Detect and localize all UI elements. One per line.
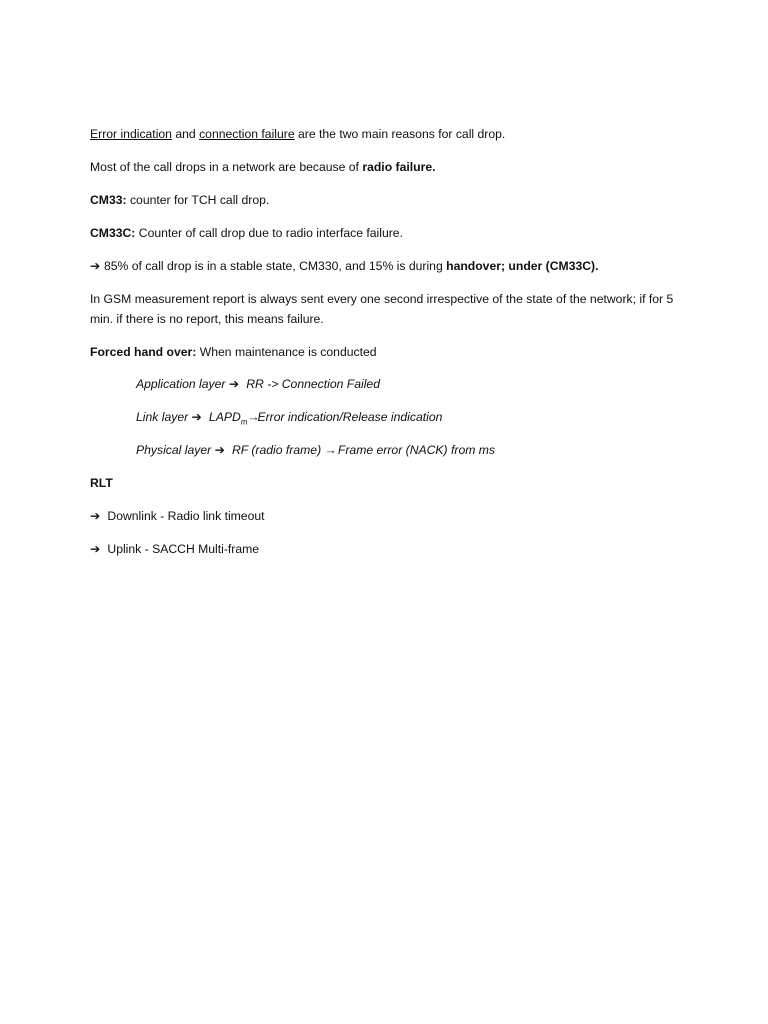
line-error-indication — [90, 124, 690, 144]
line-text: Link layer — [136, 410, 192, 424]
line-text: Counter of call drop due to radio interface failure. — [135, 226, 403, 240]
line-downlink — [90, 506, 690, 526]
line-text: LAPD — [205, 410, 241, 424]
line-forced-handover — [90, 342, 690, 362]
line-text: Uplink - SACCH Multi-frame — [104, 542, 260, 556]
cm33c-label: CM33C: — [90, 226, 136, 240]
line-text: counter for TCH call drop. — [126, 193, 270, 207]
line-gsm-measurement: In GSM measurement report is always sent every one second irrespective of the state of the network; if for 5 min. if there is no report, this means failure. — [90, 292, 674, 326]
line-text: are the two main reasons for call drop. — [294, 127, 506, 141]
arrow-right-icon: ➔ — [90, 509, 101, 523]
line-text: RR -> Connection Failed — [242, 377, 380, 391]
handover-term: handover — [446, 259, 501, 273]
line-radio-failure — [90, 157, 690, 177]
arrow-right-icon: ➔ — [90, 542, 101, 556]
line-cm33 — [90, 190, 690, 210]
arrow-right-icon: ➔ — [228, 377, 240, 391]
thin-arrow-icon: → — [324, 443, 337, 457]
line-text: Frame error (NACK) from ms — [334, 443, 496, 457]
subscript-m: m — [240, 417, 248, 427]
line-application-layer — [136, 374, 736, 394]
line-text: ; under ( — [500, 259, 550, 273]
cm33c-term: CM33C) — [549, 259, 596, 273]
thin-arrow-icon: → — [247, 410, 260, 424]
line-text: . — [595, 259, 599, 273]
line-text: Most of the call drops in a network are because of — [90, 160, 363, 174]
line-text: 85% of call drop is in a stable state, CM330, and 15% is during — [104, 259, 447, 273]
radio-failure-term: radio failure. — [362, 160, 436, 174]
line-text: Downlink - Radio link timeout — [104, 509, 265, 523]
line-physical-layer — [136, 440, 736, 460]
arrow-right-icon: ➔ — [90, 259, 101, 273]
line-text: Application layer — [136, 377, 229, 391]
line-stable-state — [90, 256, 690, 276]
cm33-label: CM33: — [90, 193, 127, 207]
line-rlt: RLT — [90, 476, 113, 490]
line-text: Physical layer — [136, 443, 215, 457]
line-cm33c — [90, 223, 690, 243]
line-text: Error indication/Release indication — [257, 410, 443, 424]
line-text: and — [171, 127, 200, 141]
line-link-layer — [136, 407, 736, 432]
error-indication-term: Error indication — [90, 127, 172, 141]
arrow-right-icon: ➔ — [214, 443, 225, 457]
line-text: When maintenance is conducted — [196, 345, 377, 359]
connection-failure-term: connection failure — [199, 127, 295, 141]
line-text: RF (radio frame) — [228, 443, 325, 457]
arrow-right-icon: ➔ — [191, 410, 202, 424]
forced-handover-label: Forced hand over: — [90, 345, 197, 359]
line-uplink — [90, 539, 690, 559]
